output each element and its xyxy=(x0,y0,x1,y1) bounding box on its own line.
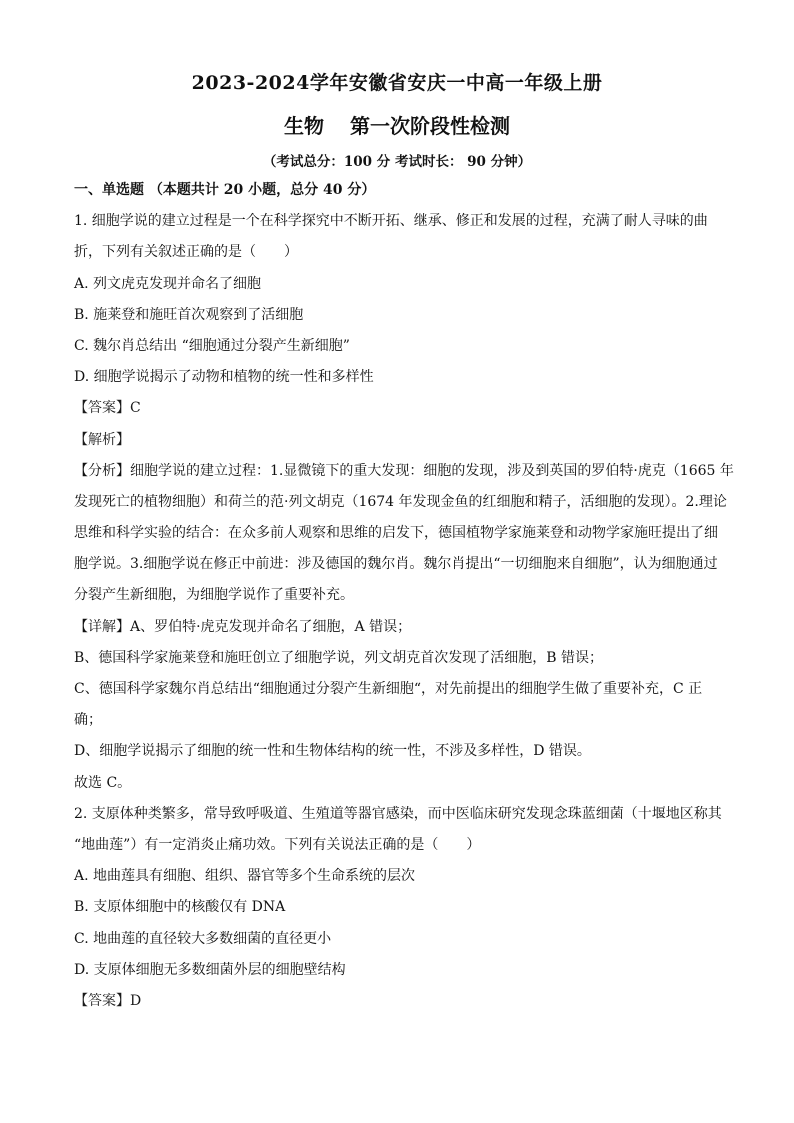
question-2-option-d: D. 支原体细胞无多数细菌外层的细胞壁结构 xyxy=(74,961,346,978)
question-1-analysis-heading: 【解析】 xyxy=(74,431,130,448)
question-2-option-b: B. 支原体细胞中的核酸仅有 DNA xyxy=(74,899,286,916)
question-2-stem-line-2: “地曲莲”）有一定消炎止痛功效。下列有关说法正确的是（ ） xyxy=(74,836,481,853)
exam-name: 第一次阶段性检测 xyxy=(350,114,510,138)
question-1-answer: 【答案】C xyxy=(74,400,141,417)
detail-line-b: B、德国科学家施莱登和施旺创立了细胞学说，列文胡克首次发现了活细胞，B 错误； xyxy=(74,649,604,666)
question-1-stem-line-2: 折，下列有关叙述正确的是（ ） xyxy=(74,244,298,261)
question-1-option-c: C. 魏尔肖总结出 “细胞通过分裂产生新细胞” xyxy=(74,337,350,354)
question-1-option-d: D. 细胞学说揭示了动物和植物的统一性和多样性 xyxy=(74,369,374,386)
analysis-line-2: 发现死亡的植物细胞）和荷兰的范·列文胡克（1674 年发现金鱼的红细胞和精子，活细胞的发现）。2.理论 xyxy=(74,493,727,510)
question-2-answer: 【答案】D xyxy=(74,992,142,1009)
section-heading: 一、单选题 （本题共计 20 小题，总分 40 分） xyxy=(74,182,376,198)
question-1-choice: 故选 C。 xyxy=(74,774,132,791)
analysis-line-5: 分裂产生新细胞，为细胞学说作了重要补充。 xyxy=(74,587,354,604)
question-2-option-c: C. 地曲莲的直径较大多数细菌的直径更小 xyxy=(74,930,332,947)
detail-line-c: C、德国科学家魏尔肖总结出“细胞通过分裂产生新细胞“，对先前提出的细胞学生做了重要补充，C 正 xyxy=(74,681,703,697)
analysis-line-3: 思维和科学实验的结合：在众多前人观察和思维的启发下，德国植物学家施莱登和动物学家施旺提出了细 xyxy=(74,525,718,542)
detail-line-a: 【详解】A、罗伯特·虎克发现并命名了细胞，A 错误； xyxy=(74,618,412,635)
exam-title: 2023-2024学年安徽省安庆一中高一年级上册 xyxy=(191,72,603,94)
analysis-line-1: 【分析】细胞学说的建立过程：1.显微镜下的重大发现：细胞的发现，涉及到英国的罗伯特·虎克（1665 年 xyxy=(74,462,734,479)
question-2-stem-line-1: 2. 支原体种类繁多，常导致呼吸道、生殖道等器官感染，而中医临床研究发现念珠蓝细菌（十堰地区称其 xyxy=(74,805,722,822)
exam-subtitle xyxy=(0,110,794,139)
detail-line-d: D、细胞学说揭示了细胞的统一性和生物体结构的统一性，不涉及多样性，D 错误。 xyxy=(74,743,591,760)
question-1-stem-line-1: 1. 细胞学说的建立过程是一个在科学探究中不断开拓、继承、修正和发展的过程，充满了耐人寻味的曲 xyxy=(74,213,708,230)
analysis-line-4: 胞学说。3.细胞学说在修正中前进：涉及德国的魏尔肖。魏尔肖提出“一切细胞来自细胞”，认为细胞通过 xyxy=(74,556,718,573)
detail-line-c-cont: 确； xyxy=(74,712,102,729)
exam-info: （考试总分：100 分 考试时长： 90 分钟） xyxy=(262,154,532,170)
subject-label: 生物 xyxy=(284,114,324,138)
question-2-option-a: A. 地曲莲具有细胞、组织、器官等多个生命系统的层次 xyxy=(74,868,416,885)
question-1-option-a: A. 列文虎克发现并命名了细胞 xyxy=(74,275,262,292)
document-body xyxy=(74,180,734,1022)
question-1-option-b: B. 施莱登和施旺首次观察到了活细胞 xyxy=(74,306,304,323)
